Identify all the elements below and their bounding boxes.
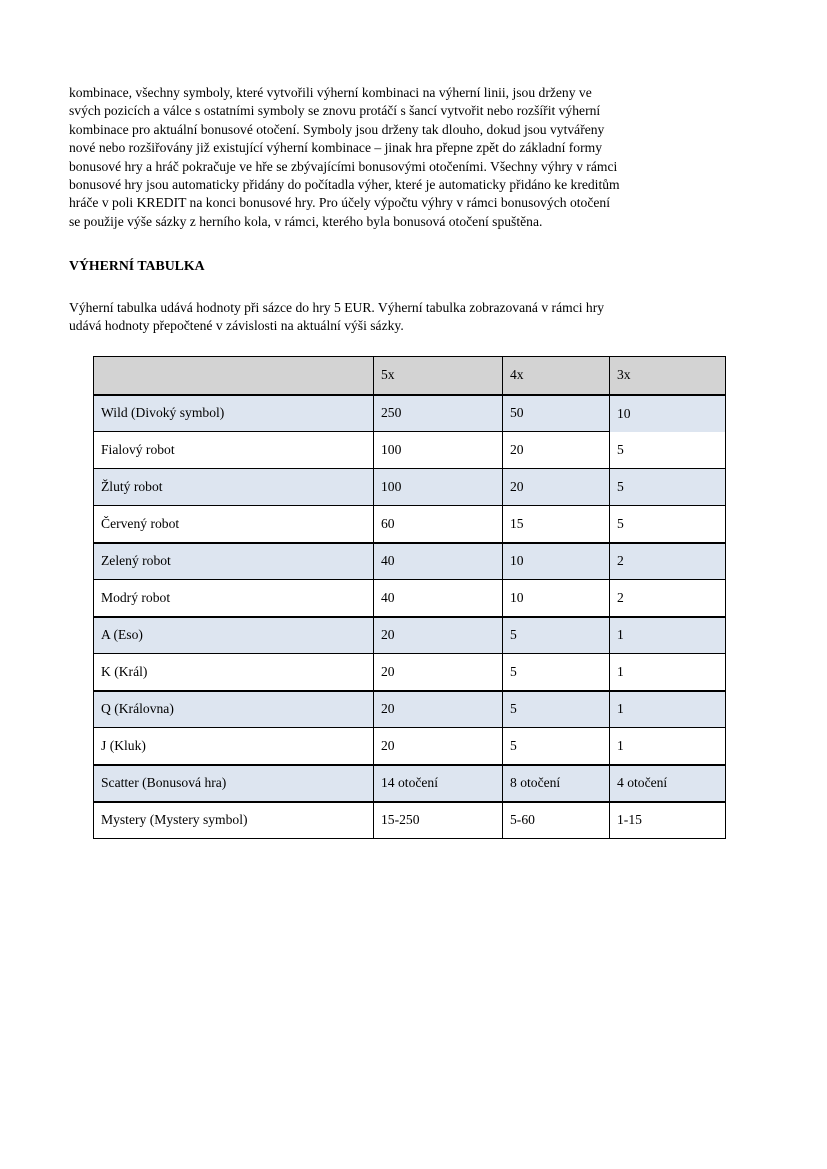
text-line: hráče v poli KREDIT na konci bonusové hry. Pro účely výpočtu výhry v rámci bonusových otočení (69, 195, 610, 211)
value-4x-cell: 5 (503, 691, 610, 728)
col-header-5x: 5x (374, 357, 503, 395)
table-row (94, 691, 726, 728)
value-5x-cell: 20 (374, 728, 503, 765)
text-line: udává hodnoty přepočtené v závislosti na aktuální výši sázky. (69, 318, 404, 334)
paragraph-bonus-rules (69, 84, 620, 231)
table-row (94, 506, 726, 543)
symbol-name-cell: Červený robot (94, 506, 374, 543)
symbol-name-cell: Zelený robot (94, 543, 374, 580)
value-4x-cell: 20 (503, 432, 610, 469)
value-3x-cell: 2 (610, 543, 726, 580)
table-row (94, 765, 726, 802)
value-3x-cell: 1 (610, 728, 726, 765)
symbol-name-cell: Mystery (Mystery symbol) (94, 802, 374, 839)
col-header-symbol (94, 357, 374, 395)
table-row (94, 469, 726, 506)
symbol-name-cell: Q (Královna) (94, 691, 374, 728)
value-3x-cell: 1 (610, 691, 726, 728)
symbol-name-cell: Scatter (Bonusová hra) (94, 765, 374, 802)
symbol-name-cell: A (Eso) (94, 617, 374, 654)
text-line: bonusové hry a hráč pokračuje ve hře se zbývajícími bonusovými otočeními. Všechny výhry v rámci (69, 158, 618, 174)
symbol-name-cell: Modrý robot (94, 580, 374, 617)
paytable (93, 356, 726, 839)
value-5x-cell: 20 (374, 691, 503, 728)
symbol-name-cell: Fialový robot (94, 432, 374, 469)
table-row (94, 802, 726, 839)
value-3x-cell: 5 (610, 506, 726, 543)
text-line: se použije výše sázky z herního kola, v rámci, kterého byla bonusová otočení spuštěna. (69, 213, 543, 229)
value-3x-cell: 5 (610, 469, 726, 506)
value-4x-cell: 5-60 (503, 802, 610, 839)
value-5x-cell: 15-250 (374, 802, 503, 839)
table-row (94, 543, 726, 580)
value-4x-cell: 5 (503, 728, 610, 765)
value-4x-cell: 5 (503, 617, 610, 654)
table-row (94, 617, 726, 654)
value-4x-cell: 10 (503, 543, 610, 580)
symbol-name-cell: Wild (Divoký symbol) (94, 395, 374, 432)
paytable-header-row (94, 357, 726, 395)
value-5x-cell: 40 (374, 580, 503, 617)
value-4x-cell: 5 (503, 654, 610, 691)
value-4x-cell: 10 (503, 580, 610, 617)
table-row (94, 580, 726, 617)
value-4x-cell: 15 (503, 506, 610, 543)
symbol-name-cell: Žlutý robot (94, 469, 374, 506)
value-5x-cell: 100 (374, 432, 503, 469)
value-5x-cell: 14 otočení (374, 765, 503, 802)
col-header-4x: 4x (503, 357, 610, 395)
text-line: bonusové hry jsou automaticky přidány do počítadla výher, které je automaticky přidáno ke kreditům (69, 177, 620, 193)
value-3x-cell: 1 (610, 617, 726, 654)
value-5x-cell: 60 (374, 506, 503, 543)
text-line: Výherní tabulka udává hodnoty při sázce do hry 5 EUR. Výherní tabulka zobrazovaná v rámci hry (69, 300, 605, 315)
value-4x-cell: 50 (503, 395, 610, 432)
text-line: kombinace pro aktuální bonusové otočení. Symboly jsou drženy tak dlouho, dokud jsou vytvářeny (69, 121, 605, 137)
value-5x-cell: 100 (374, 469, 503, 506)
text-line: nové nebo rozšiřovány již existující výherní kombinace – jinak hra přepne zpět do základní formy (69, 140, 603, 156)
symbol-name-cell: J (Kluk) (94, 728, 374, 765)
value-4x-cell: 8 otočení (503, 765, 610, 802)
value-5x-cell: 20 (374, 654, 503, 691)
value-3x-cell: 5 (610, 432, 726, 469)
col-header-3x: 3x (610, 357, 726, 395)
value-5x-cell: 40 (374, 543, 503, 580)
value-5x-cell: 20 (374, 617, 503, 654)
value-3x-cell: 4 otočení (610, 765, 726, 802)
table-row (94, 432, 726, 469)
symbol-name-cell: K (Král) (94, 654, 374, 691)
table-row (94, 654, 726, 691)
section-heading: VÝHERNÍ TABULKA (69, 258, 205, 273)
text-line: svých pozicích a válce s ostatními symboly se znovu protáčí s šancí vytvořit nebo rozšířit výherní (69, 103, 601, 119)
text-line: kombinace, všechny symboly, které vytvořili výherní kombinaci na výherní linii, jsou drženy ve (69, 85, 592, 100)
table-row (94, 728, 726, 765)
value-4x-cell: 20 (503, 469, 610, 506)
value-5x-cell: 250 (374, 395, 503, 432)
table-row (94, 395, 726, 432)
value-3x-cell: 1 (610, 654, 726, 691)
value-3x-cell: 1-15 (610, 802, 726, 839)
value-3x-cell: 2 (610, 580, 726, 617)
value-3x-cell: 10 (610, 395, 726, 432)
paragraph-paytable-intro (69, 299, 604, 336)
